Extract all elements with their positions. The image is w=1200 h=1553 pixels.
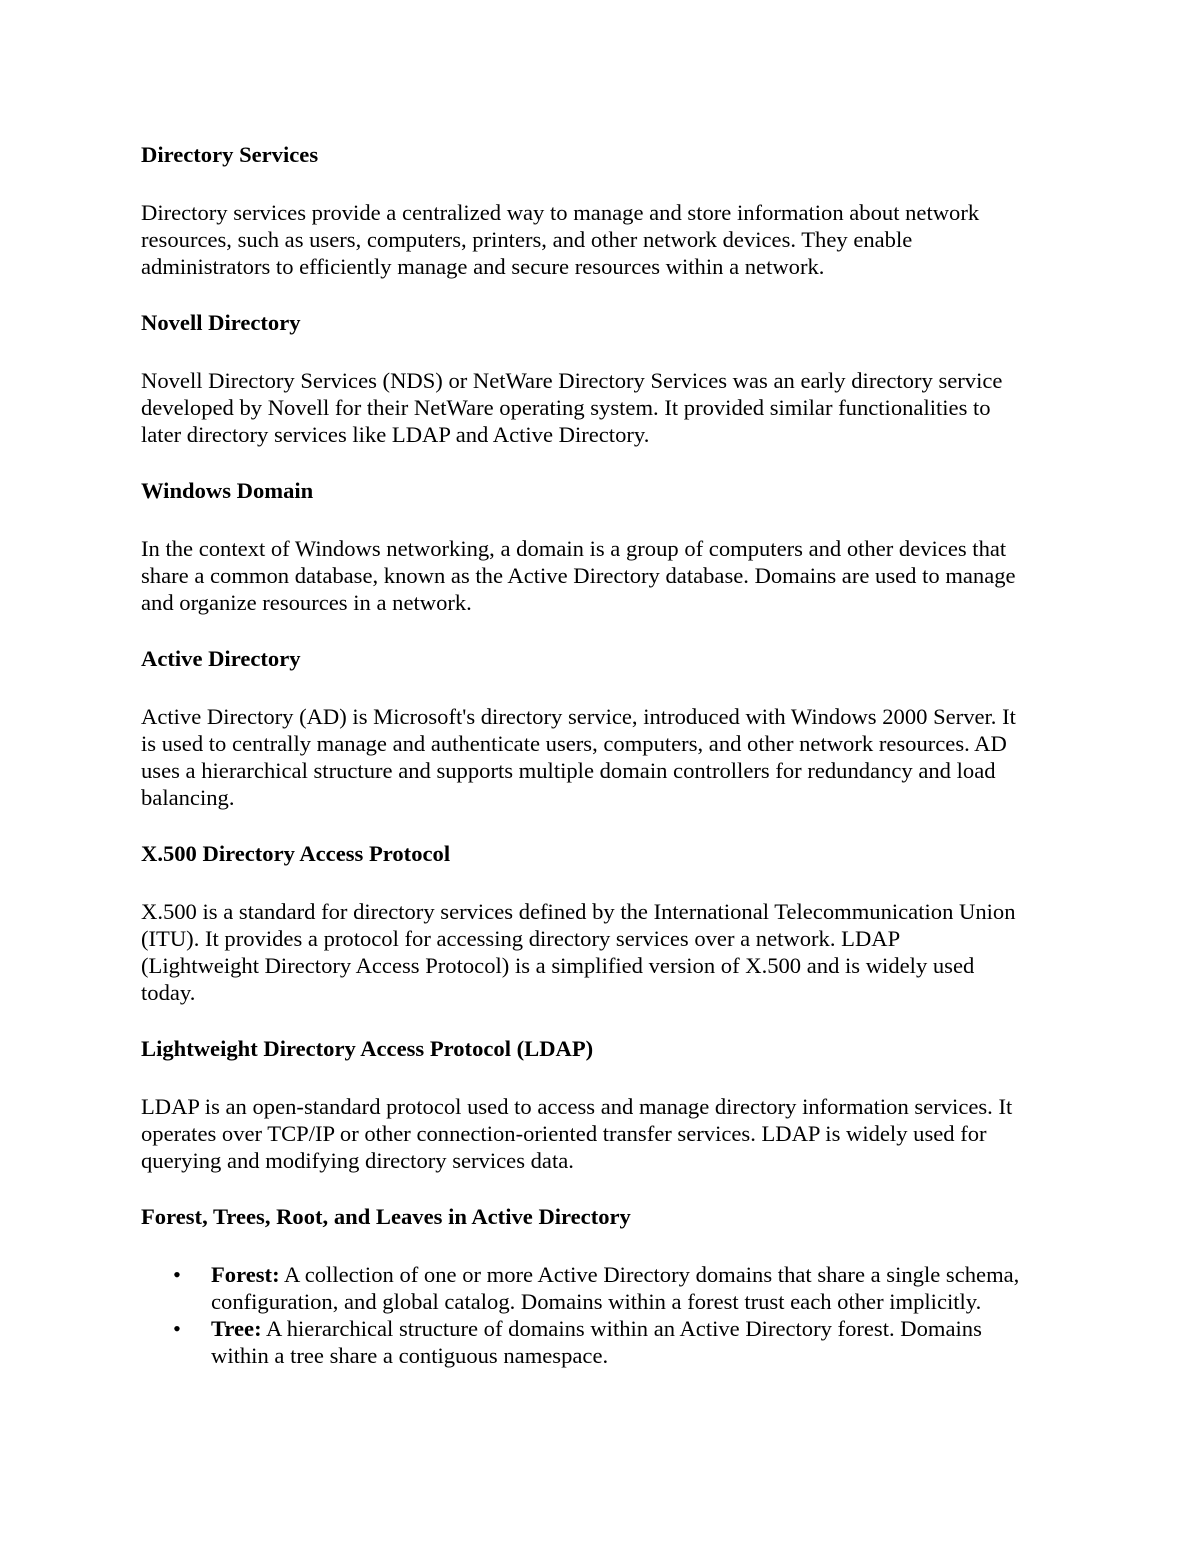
paragraph-line: (Lightweight Directory Access Protocol) is a simplified version of X.500 and is widely used [141,953,975,978]
list-item-line: A collection of one or more Active Directory domains that share a single schema, [284,1262,1020,1287]
spacer [141,1064,1066,1093]
spacer [141,1006,1066,1035]
spacer [141,338,1066,367]
section-paragraph [141,898,1066,1006]
list-item-line: A hierarchical structure of domains within an Active Directory forest. Domains [266,1316,982,1341]
paragraph-line: resources, such as users, computers, printers, and other network devices. They enable [141,227,913,252]
paragraph-line: In the context of Windows networking, a domain is a group of computers and other devices that [141,536,1007,561]
paragraph-line: share a common database, known as the Active Directory database. Domains are used to manage [141,563,1016,588]
bullet-list [141,1261,1066,1369]
spacer [141,448,1066,477]
paragraph-line: Novell Directory Services (NDS) or NetWare Directory Services was an early directory service [141,368,1003,393]
spacer [141,616,1066,645]
paragraph-line: Active Directory (AD) is Microsoft's directory service, introduced with Windows 2000 Server. It [141,704,1016,729]
spacer [141,811,1066,840]
section-paragraph [141,703,1066,811]
section-heading: X.500 Directory Access Protocol [141,841,451,866]
spacer [141,1232,1066,1261]
list-item-term: Forest: [211,1262,280,1287]
section-paragraph [141,199,1066,280]
paragraph-line: LDAP is an open-standard protocol used to access and manage directory information services. It [141,1094,1013,1119]
spacer [141,869,1066,898]
document-body [141,141,1066,1369]
list-item [141,1315,1066,1369]
spacer [141,506,1066,535]
paragraph-line: balancing. [141,785,235,810]
paragraph-line: today. [141,980,196,1005]
paragraph-line: and organize resources in a network. [141,590,472,615]
list-item-line: within a tree share a contiguous namespace. [211,1343,609,1368]
section-heading: Forest, Trees, Root, and Leaves in Active Directory [141,1204,631,1229]
paragraph-line: developed by Novell for their NetWare operating system. It provided similar functionalities to [141,395,991,420]
section-paragraph [141,535,1066,616]
section-paragraph [141,1093,1066,1174]
paragraph-line: X.500 is a standard for directory services defined by the International Telecommunication Union [141,899,1016,924]
spacer [141,170,1066,199]
spacer [141,1174,1066,1203]
paragraph-line: later directory services like LDAP and Active Directory. [141,422,650,447]
paragraph-line: uses a hierarchical structure and supports multiple domain controllers for redundancy and load [141,758,996,783]
section-heading: Windows Domain [141,478,314,503]
paragraph-line: querying and modifying directory services data. [141,1148,574,1173]
list-item-term: Tree: [211,1316,262,1341]
section-heading: Active Directory [141,646,301,671]
section-heading: Lightweight Directory Access Protocol (LDAP) [141,1036,594,1061]
section-heading: Directory Services [141,142,319,167]
list-item [141,1261,1066,1315]
section-heading: Novell Directory [141,310,301,335]
list-item-line: configuration, and global catalog. Domains within a forest trust each other implicitly. [211,1289,982,1314]
paragraph-line: administrators to efficiently manage and secure resources within a network. [141,254,825,279]
paragraph-line: is used to centrally manage and authenticate users, computers, and other network resources. AD [141,731,1007,756]
paragraph-line: Directory services provide a centralized way to manage and store information about network [141,200,980,225]
section-paragraph [141,367,1066,448]
bullet-icon: • [173,1262,181,1287]
paragraph-line: operates over TCP/IP or other connection-oriented transfer services. LDAP is widely used for [141,1121,987,1146]
spacer [141,280,1066,309]
paragraph-line: (ITU). It provides a protocol for accessing directory services over a network. LDAP [141,926,901,951]
bullet-icon: • [173,1316,181,1341]
spacer [141,674,1066,703]
